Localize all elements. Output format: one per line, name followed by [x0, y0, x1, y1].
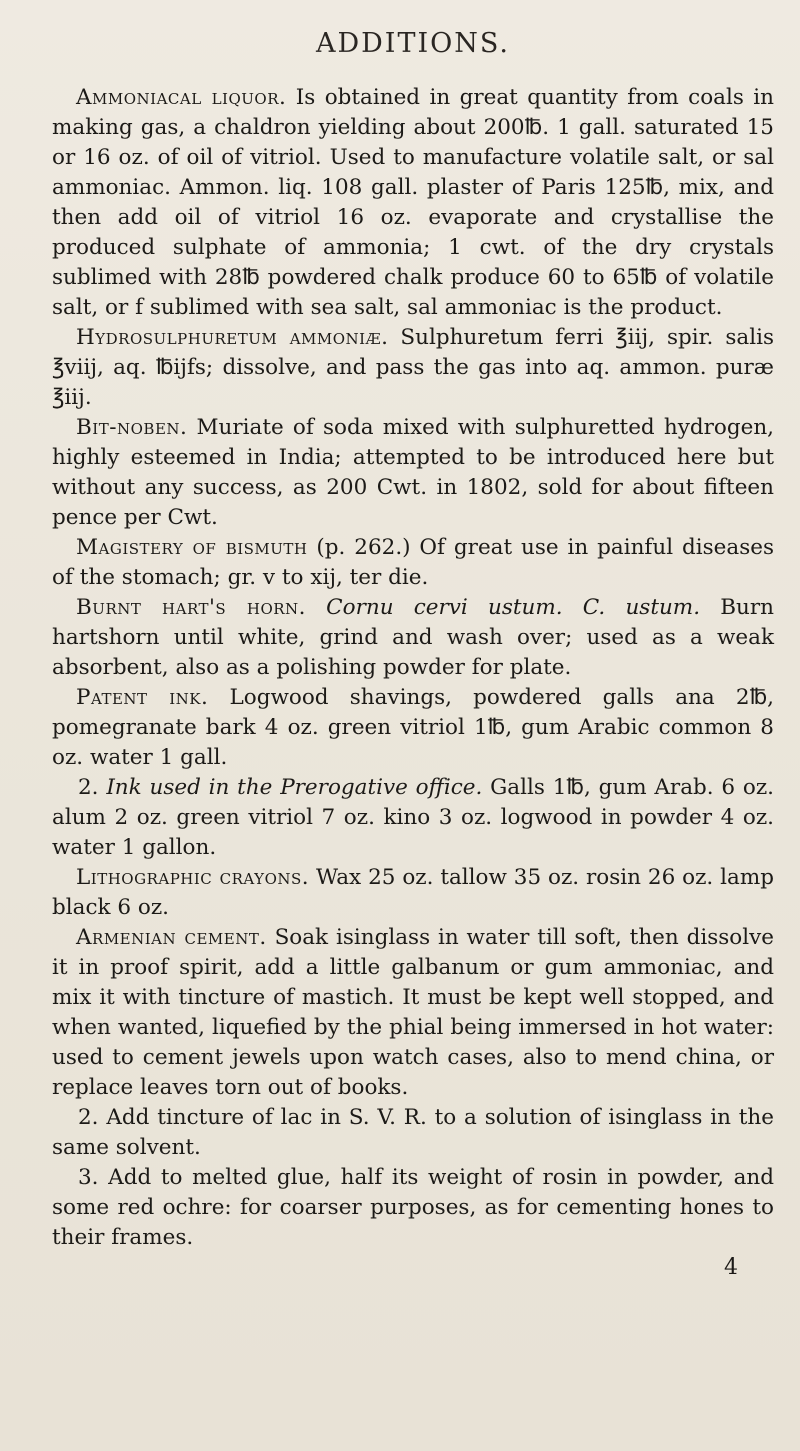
entry-heading: Ammoniacal liquor.: [76, 85, 287, 110]
entry-armenian-cement-3: [52, 1163, 774, 1253]
entry-bit-noben: [52, 413, 774, 533]
entry-heading: Patent ink.: [76, 685, 209, 710]
entry-text: Galls 1℔, gum Arab. 6 oz. alum 2 oz. green vitriol 7 oz. kino 3 oz. logwood in powder 4 oz. water 1 gallon.: [52, 775, 775, 860]
entry-text: Wax 25 oz. tallow 35 oz. rosin 26 oz. lamp black 6 oz.: [52, 865, 774, 920]
entry-number: 3.: [78, 1165, 99, 1190]
entry-text: Burn hartshorn until white, grind and wash over; used as a weak absorbent, also as a polishing powder for plate.: [52, 595, 774, 680]
entry-burnt-harts-horn: [52, 593, 774, 683]
entry-latin-name: Cornu cervi ustum. C. ustum.: [306, 595, 701, 620]
entry-text: Is obtained in great quantity from coals in making gas, a chaldron yielding about 200℔. 1 gall. saturated 15 or 16 oz. of oil of vitriol. Used to manufacture volatile salt, or sal ammoniac. Ammon. liq. 108 gall. plaster of Paris 125℔, mix, and then add oil of vitriol 16 oz. evaporate and crystallise the produced sulphate of ammonia; 1 cwt. of the dry crystals sublimed with 28℔ powdered chalk produce 60 to 65℔ of volatile salt, or f sublimed with sea salt, sal ammoniac is the product.: [52, 85, 775, 320]
signature-mark: 4: [724, 1255, 738, 1280]
entry-armenian-cement: [52, 923, 774, 1103]
entry-heading: Bit-noben.: [76, 415, 188, 440]
entry-text: Sulphuretum ferri ℥iij, spir. salis ℥viij, aq. ℔ijfs; dissolve, and pass the gas into aq. ammon. puræ ℥iij.: [52, 325, 774, 410]
entry-text: (p. 262.) Of great use in painful diseases of the stomach; gr. v to xij, ter die.: [52, 535, 774, 590]
entry-text: Soak isinglass in water till soft, then dissolve it in proof spirit, add a little galbanum or gum ammoniac, and mix it with tincture of mastich. It must be kept well stopped, and when wanted, liquefied by the phial being immersed in hot water: used to cement jewels upon watch cases, also to mend china, or replace leaves torn out of books.: [52, 925, 774, 1100]
entry-number: 2.: [78, 1105, 99, 1130]
page-title: ADDITIONS.: [315, 28, 510, 59]
entry-patent-ink: [52, 683, 774, 773]
entry-ammoniacal-liquor: [52, 83, 774, 323]
entry-text: Add to melted glue, half its weight of rosin in powder, and some red ochre: for coarser purposes, as for cementing hones to their frames.: [52, 1165, 774, 1250]
entry-hydrosulphuretum: [52, 323, 774, 413]
entry-text: Add tincture of lac in S. V. R. to a solution of isinglass in the same solvent.: [52, 1105, 774, 1160]
entry-heading: Hydrosulphuretum ammoniæ.: [76, 325, 389, 350]
entry-heading: Magistery of bismuth: [76, 535, 308, 560]
entry-lithographic-crayons: [52, 863, 774, 923]
entry-text: Logwood shavings, powdered galls ana 2℔, pomegranate bark 4 oz. green vitriol 1℔, gum Arabic common 8 oz. water 1 gall.: [52, 685, 774, 770]
entry-patent-ink-2: [52, 773, 774, 863]
entry-armenian-cement-2: [52, 1103, 774, 1163]
entry-heading: Burnt hart's horn.: [76, 595, 306, 620]
entry-heading: Lithographic crayons.: [76, 865, 310, 890]
entry-magistery-of-bismuth: [52, 533, 774, 593]
entry-subheading: Ink used in the Prerogative office.: [98, 775, 483, 800]
entry-heading: Armenian cement.: [76, 925, 267, 950]
entry-number: 2.: [78, 775, 99, 800]
entry-text: Muriate of soda mixed with sulphuretted hydrogen, highly esteemed in India; attempted to be introduced here but without any success, as 200 Cwt. in 1802, sold for about fifteen pence per Cwt.: [52, 415, 774, 530]
